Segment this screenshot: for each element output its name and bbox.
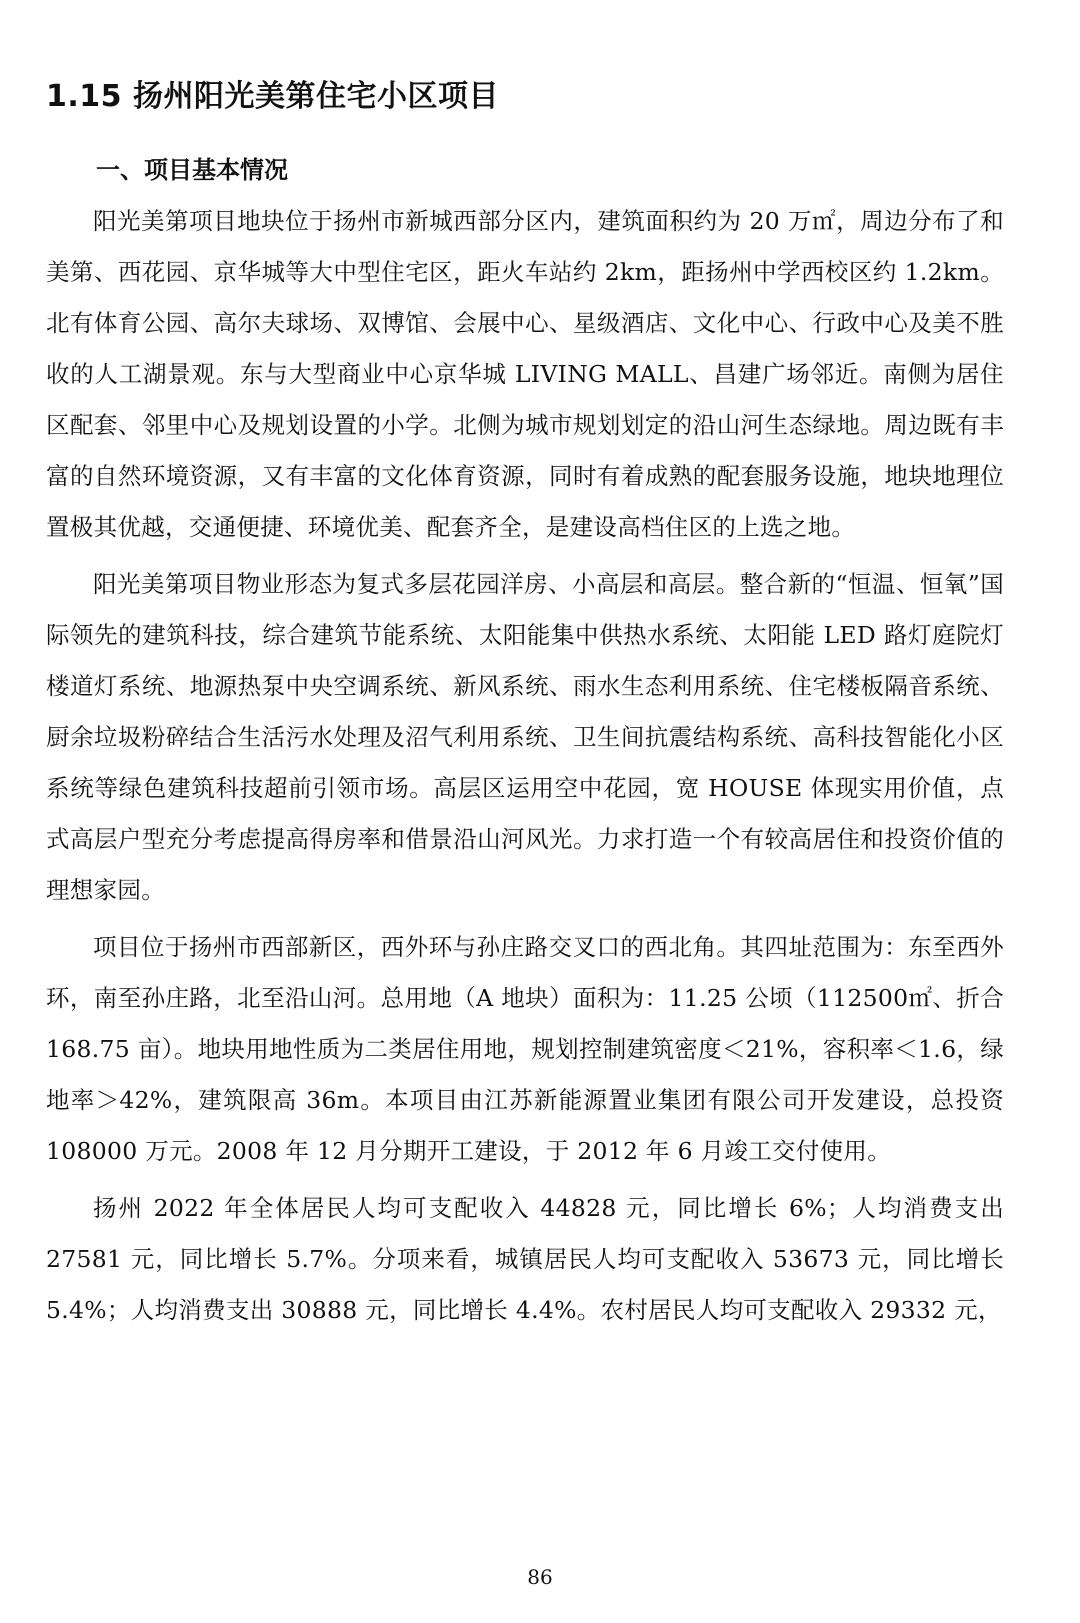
paragraph-income-stats: 扬州 2022 年全体居民人均可支配收入 44828 元，同比增长 6%；人均消费支出 27581 元，同比增长 5.7%。分项来看，城镇居民人均可支配收入 53673 元，同比增长 5.4%；人均消费支出 30888 元，同比增长 4.4%。农村居民人均可支配收入 29332 元，	[46, 1194, 1004, 1324]
body-text	[46, 196, 1004, 1342]
page-number: 86	[527, 1565, 553, 1589]
sub-heading: 一、项目基本情况	[96, 156, 288, 184]
section-title: 1.15 扬州阳光美第住宅小区项目	[46, 79, 499, 114]
paragraph-property-type: 阳光美第项目物业形态为复式多层花园洋房、小高层和高层。整合新的“恒温、恒氧”国际领先的建筑科技，综合建筑节能系统、太阳能集中供热水系统、太阳能 LED 路灯庭院灯楼道灯系统、地源热泵中央空调系统、新风系统、雨水生态利用系统、住宅楼板隔音系统、厨余垃圾粉碎结合生活污水处理及沼气利用系统、卫生间抗震结构系统、高科技智能化小区系统等绿色建筑科技超前引领市场。高层区运用空中花园，宽 HOUSE 体现实用价值，点式高层户型充分考虑提高得房率和借景沿山河风光。力求打造一个有较高居住和投资价值的理想家园。	[46, 570, 1004, 904]
paragraph-location: 阳光美第项目地块位于扬州市新城西部分区内，建筑面积约为 20 万㎡，周边分布了和美第、西花园、京华城等大中型住宅区，距火车站约 2km，距扬州中学西校区约 1.2km。北有体育公园、高尔夫球场、双博馆、会展中心、星级酒店、文化中心、行政中心及美不胜收的人工湖景观。东与大型商业中心京华城 LIVING MALL、昌建广场邻近。南侧为居住区配套、邻里中心及规划设置的小学。北侧为城市规划划定的沿山河生态绿地。周边既有丰富的自然环境资源，又有丰富的文化体育资源，同时有着成熟的配套服务设施，地块地理位置极其优越，交通便捷、环境优美、配套齐全，是建设高档住区的上选之地。	[46, 207, 1004, 541]
paragraph-site-details: 项目位于扬州市西部新区，西外环与孙庄路交叉口的西北角。其四址范围为：东至西外环，南至孙庄路，北至沿山河。总用地（A 地块）面积为：11.25 公顷（112500㎡、折合 168.75 亩）。地块用地性质为二类居住用地，规划控制建筑密度＜21%，容积率＜1.6，绿地率＞42%，建筑限高 36m。本项目由江苏新能源置业集团有限公司开发建设，总投资 108000 万元。2008 年 12 月分期开工建设，于 2012 年 6 月竣工交付使用。	[46, 933, 1004, 1165]
